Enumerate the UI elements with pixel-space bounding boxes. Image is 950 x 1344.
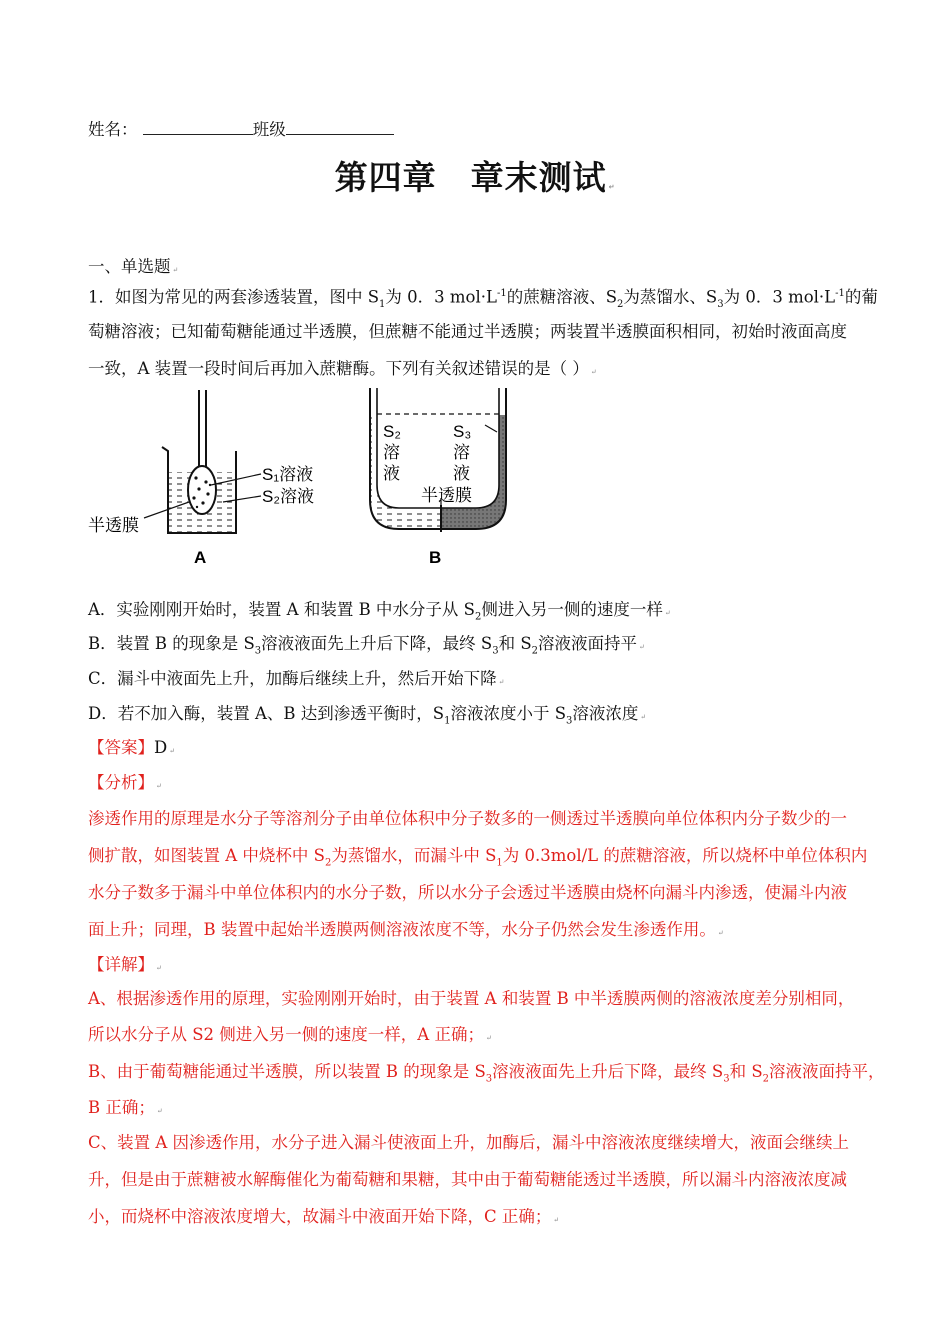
s3-leader-line xyxy=(485,425,497,432)
class-label: 班级 xyxy=(252,120,286,139)
option-sub: 2 xyxy=(475,611,482,623)
q-text: 为 0．3 mol·L xyxy=(723,287,836,307)
option-text: 溶液浓度 xyxy=(572,704,639,723)
paragraph-mark-icon: ↵ xyxy=(717,929,724,937)
funnel-bulb xyxy=(188,466,216,514)
detail-label: 【详解】 xyxy=(88,955,154,974)
option-sub: 2 xyxy=(531,645,539,657)
analysis-text: 面上升；同理，B 装置中起始半透膜两侧溶液浓度不等，水分子仍然会发生渗透作用。 xyxy=(88,920,716,939)
apparatus-a xyxy=(88,390,314,567)
option-sub: 3 xyxy=(492,645,499,657)
b-left-liquid xyxy=(370,415,441,529)
q-text: 为蒸馏水、S xyxy=(623,287,718,307)
paragraph-mark-icon: ↵ xyxy=(498,678,505,686)
analysis-text: 侧扩散，如图装置 A 中烧杯中 S xyxy=(88,846,325,865)
section-heading xyxy=(88,255,178,282)
q-text: 的葡 xyxy=(844,287,878,307)
section-heading-text: 一、单选题 xyxy=(88,257,171,276)
paragraph-mark-icon: ↵ xyxy=(664,609,671,617)
detail-text: 所以水分子从 S2 侧进入另一侧的速度一样，A 正确； xyxy=(88,1025,484,1044)
detail-sub: 2 xyxy=(762,1073,770,1085)
analysis-line-3: 水分子数多于漏斗中单位体积内的水分子数，所以水分子会透过半透膜由烧杯向漏斗内渗透，使漏斗内液 xyxy=(88,883,847,902)
q-text: 的蔗糖溶液、S xyxy=(506,287,618,307)
page-title-text: 第四章 章末测试 xyxy=(334,158,607,197)
student-info-line xyxy=(88,116,394,142)
analysis-heading xyxy=(88,771,162,798)
paragraph-mark-icon: ↵ xyxy=(639,643,645,651)
q-text: 为 0．3 mol·L xyxy=(385,287,497,307)
option-text: 和 S xyxy=(498,634,532,653)
answer-value: D xyxy=(154,738,168,757)
paragraph-mark-icon: ↵ xyxy=(156,1107,163,1115)
paragraph-mark-icon: ↵ xyxy=(156,964,162,972)
analysis-line-2 xyxy=(88,844,867,875)
paragraph-mark-icon: ↵ xyxy=(640,713,647,721)
answer-label: 【答案】 xyxy=(88,738,154,757)
analysis-line-1: 渗透作用的原理是水分子等溶剂分子由单位体积中分子数多的一侧透过半透膜向单位体积内分子数少的一 xyxy=(88,809,847,828)
question-line-1 xyxy=(88,282,878,317)
analysis-text: 为 0.3mol/L 的蔗糖溶液，所以烧杯中单位体积内 xyxy=(502,846,868,865)
detail-text: B 正确； xyxy=(88,1098,155,1117)
detail-sub: 3 xyxy=(485,1073,493,1085)
detail-line-6: 升，但是由于蔗糖被水解酶催化为葡萄糖和果糖，其中由于葡萄糖能透过半透膜，所以漏斗内溶液浓度减 xyxy=(88,1170,847,1189)
q-text: 一致，A 装置一段时间后再加入蔗糖酶。下列有关叙述错误的是（ ） xyxy=(88,359,589,378)
a-membrane-label: 半透膜 xyxy=(88,516,139,535)
option-text: 溶液液面先上升后下降，最终 S xyxy=(261,634,493,653)
question-line-2: 萄糖溶液；已知葡萄糖能通过半透膜，但蔗糖不能通过半透膜；两装置半透膜面积相同，初始时液面高度 xyxy=(88,322,847,341)
option-sub: 3 xyxy=(566,715,573,727)
detail-text: B、由于葡萄糖能通过半透膜，所以装置 B 的现象是 S xyxy=(88,1062,486,1081)
paragraph-mark-icon: ↵ xyxy=(172,266,179,274)
q-sub: 1 xyxy=(379,298,386,310)
option-text: D．若不加入酶，装置 A、B 达到渗透平衡时，S xyxy=(88,704,445,723)
q-sup: -1 xyxy=(835,288,845,299)
page-title xyxy=(0,152,950,199)
b-membrane-label: 半透膜 xyxy=(421,486,472,505)
analysis-sub: 2 xyxy=(324,857,332,869)
b-s3-char2: 液 xyxy=(453,464,470,483)
option-text: B．装置 B 的现象是 S xyxy=(88,634,255,653)
answer-line xyxy=(88,736,175,763)
option-text: A．实验刚刚开始时，装置 A 和装置 B 中水分子从 S xyxy=(88,600,475,619)
detail-line-3 xyxy=(88,1060,885,1091)
detail-text: 溶液液面先上升后下降，最终 S xyxy=(492,1062,724,1081)
detail-line-5: C、装置 A 因渗透作用，水分子进入漏斗使液面上升，加酶后，漏斗中溶液浓度继续增大，液面会继续上 xyxy=(88,1133,850,1152)
b-caption: B xyxy=(429,548,442,567)
detail-line-2 xyxy=(88,1023,492,1050)
osmosis-apparatus-figure xyxy=(86,385,526,570)
detail-heading xyxy=(88,953,162,980)
option-d xyxy=(88,702,646,733)
option-text: 溶液液面持平 xyxy=(538,634,638,653)
option-text: 溶液浓度小于 S xyxy=(450,704,567,723)
paragraph-mark-icon: ↵ xyxy=(608,183,616,191)
a-s1-label: S₁溶液 xyxy=(262,465,314,484)
detail-line-4 xyxy=(88,1096,163,1123)
name-blank xyxy=(143,116,253,135)
b-s2-char1: 溶 xyxy=(383,443,400,462)
apparatus-b xyxy=(370,388,506,567)
detail-text: 和 S xyxy=(729,1062,763,1081)
b-s2-label: S₂ xyxy=(383,422,401,441)
question-line-3 xyxy=(88,357,597,384)
detail-line-7 xyxy=(88,1205,559,1232)
b-s2-char2: 液 xyxy=(383,464,400,483)
detail-line-1: A、根据渗透作用的原理，实验刚刚开始时，由于装置 A 和装置 B 中半透膜两侧的溶液浓度差分别相同， xyxy=(88,989,855,1008)
paragraph-mark-icon: ↵ xyxy=(169,747,176,755)
paragraph-mark-icon: ↵ xyxy=(590,368,597,376)
analysis-text: 为蒸馏水，而漏斗中 S xyxy=(331,846,497,865)
b-s3-label: S₃ xyxy=(453,422,472,441)
q-text: 1．如图为常见的两套渗透装置，图中 S xyxy=(88,287,380,307)
paragraph-mark-icon: ↵ xyxy=(553,1216,560,1224)
q-sub: 3 xyxy=(717,298,724,310)
q-sub: 2 xyxy=(617,298,624,310)
class-blank xyxy=(286,116,394,135)
option-b xyxy=(88,632,645,663)
option-text: C．漏斗中液面先上升，加酶后继续上升，然后开始下降 xyxy=(88,669,497,688)
paragraph-mark-icon: ↵ xyxy=(485,1034,492,1042)
option-c xyxy=(88,667,505,694)
analysis-sub: 1 xyxy=(496,857,503,869)
paragraph-mark-icon: ↵ xyxy=(156,782,162,790)
option-a xyxy=(88,598,671,629)
name-label: 姓名： xyxy=(88,120,138,139)
q-sup: -1 xyxy=(496,288,507,299)
detail-text: 小，而烧杯中溶液浓度增大，故漏斗中液面开始下降，C 正确； xyxy=(88,1207,552,1226)
detail-sub: 3 xyxy=(723,1073,730,1085)
a-caption: A xyxy=(194,548,207,567)
analysis-line-4 xyxy=(88,918,724,945)
a-s2-label: S₂溶液 xyxy=(262,487,314,506)
analysis-label: 【分析】 xyxy=(88,773,154,792)
detail-text: 溶液液面持平， xyxy=(769,1062,885,1081)
option-text: 侧进入另一侧的速度一样 xyxy=(481,600,663,619)
b-s3-char1: 溶 xyxy=(453,443,470,462)
option-sub: 3 xyxy=(254,645,262,657)
option-sub: 1 xyxy=(444,715,451,727)
